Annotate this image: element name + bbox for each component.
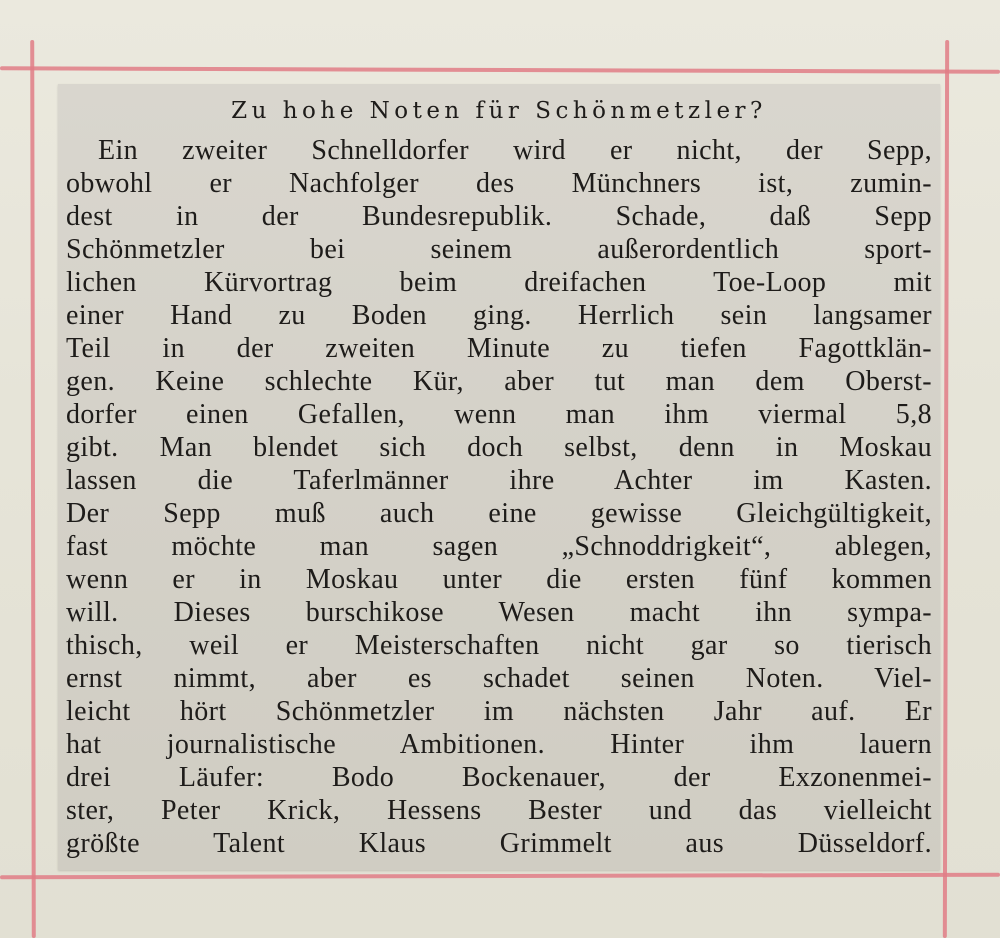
article-line: leicht hört Schönmetzler im nächsten Jahr auf. Er	[66, 696, 932, 727]
article-line: fast möchte man sagen „Schnoddrigkeit“, ablegen,	[66, 531, 932, 562]
article-line: ster, Peter Krick, Hessens Bester und das vielleicht	[66, 795, 932, 826]
article-line: thisch, weil er Meisterschaften nicht gar so tierisch	[66, 630, 932, 661]
article-line: größte Talent Klaus Grimmelt aus Düsseldorf.	[66, 828, 932, 859]
article-line: dorfer einen Gefallen, wenn man ihm viermal 5,8	[66, 399, 932, 430]
article-line: gibt. Man blendet sich doch selbst, denn in Moskau	[66, 432, 932, 463]
red-frame-line-top	[0, 66, 1000, 73]
article-line: ernst nimmt, aber es schadet seinen Noten. Viel-	[66, 663, 932, 694]
article-headline: Zu hohe Noten für Schönmetzler?	[231, 98, 767, 124]
article-line: obwohl er Nachfolger des Münchners ist, zumin-	[66, 168, 932, 199]
article-line: hat journalistische Ambitionen. Hinter ihm lauern	[66, 729, 932, 760]
newspaper-clipping	[58, 84, 940, 870]
article-line: will. Dieses burschikose Wesen macht ihn sympa-	[66, 597, 932, 628]
article-line: dest in der Bundesrepublik. Schade, daß Sepp	[66, 201, 932, 232]
red-frame-line-bottom	[0, 873, 1000, 880]
article-line: Schönmetzler bei seinem außerordentlich sport-	[66, 234, 932, 265]
article-line: drei Läufer: Bodo Bockenauer, der Exzonenmei-	[66, 762, 932, 793]
article-line: lichen Kürvortrag beim dreifachen Toe-Loop mit	[66, 267, 932, 298]
article-line: Teil in der zweiten Minute zu tiefen Fagottklän-	[66, 333, 932, 364]
article-line: gen. Keine schlechte Kür, aber tut man dem Oberst-	[66, 366, 932, 397]
article-line: lassen die Taferlmänner ihre Achter im Kasten.	[66, 465, 932, 496]
article-line: Der Sepp muß auch eine gewisse Gleichgültigkeit,	[66, 498, 932, 529]
article-line: Ein zweiter Schnelldorfer wird er nicht, der Sepp,	[98, 135, 932, 166]
red-frame-line-right	[943, 40, 949, 938]
article-body	[66, 134, 932, 860]
article-line: wenn er in Moskau unter die ersten fünf kommen	[66, 564, 932, 595]
article-line: einer Hand zu Boden ging. Herrlich sein langsamer	[66, 300, 932, 331]
red-frame-line-left	[30, 40, 36, 938]
